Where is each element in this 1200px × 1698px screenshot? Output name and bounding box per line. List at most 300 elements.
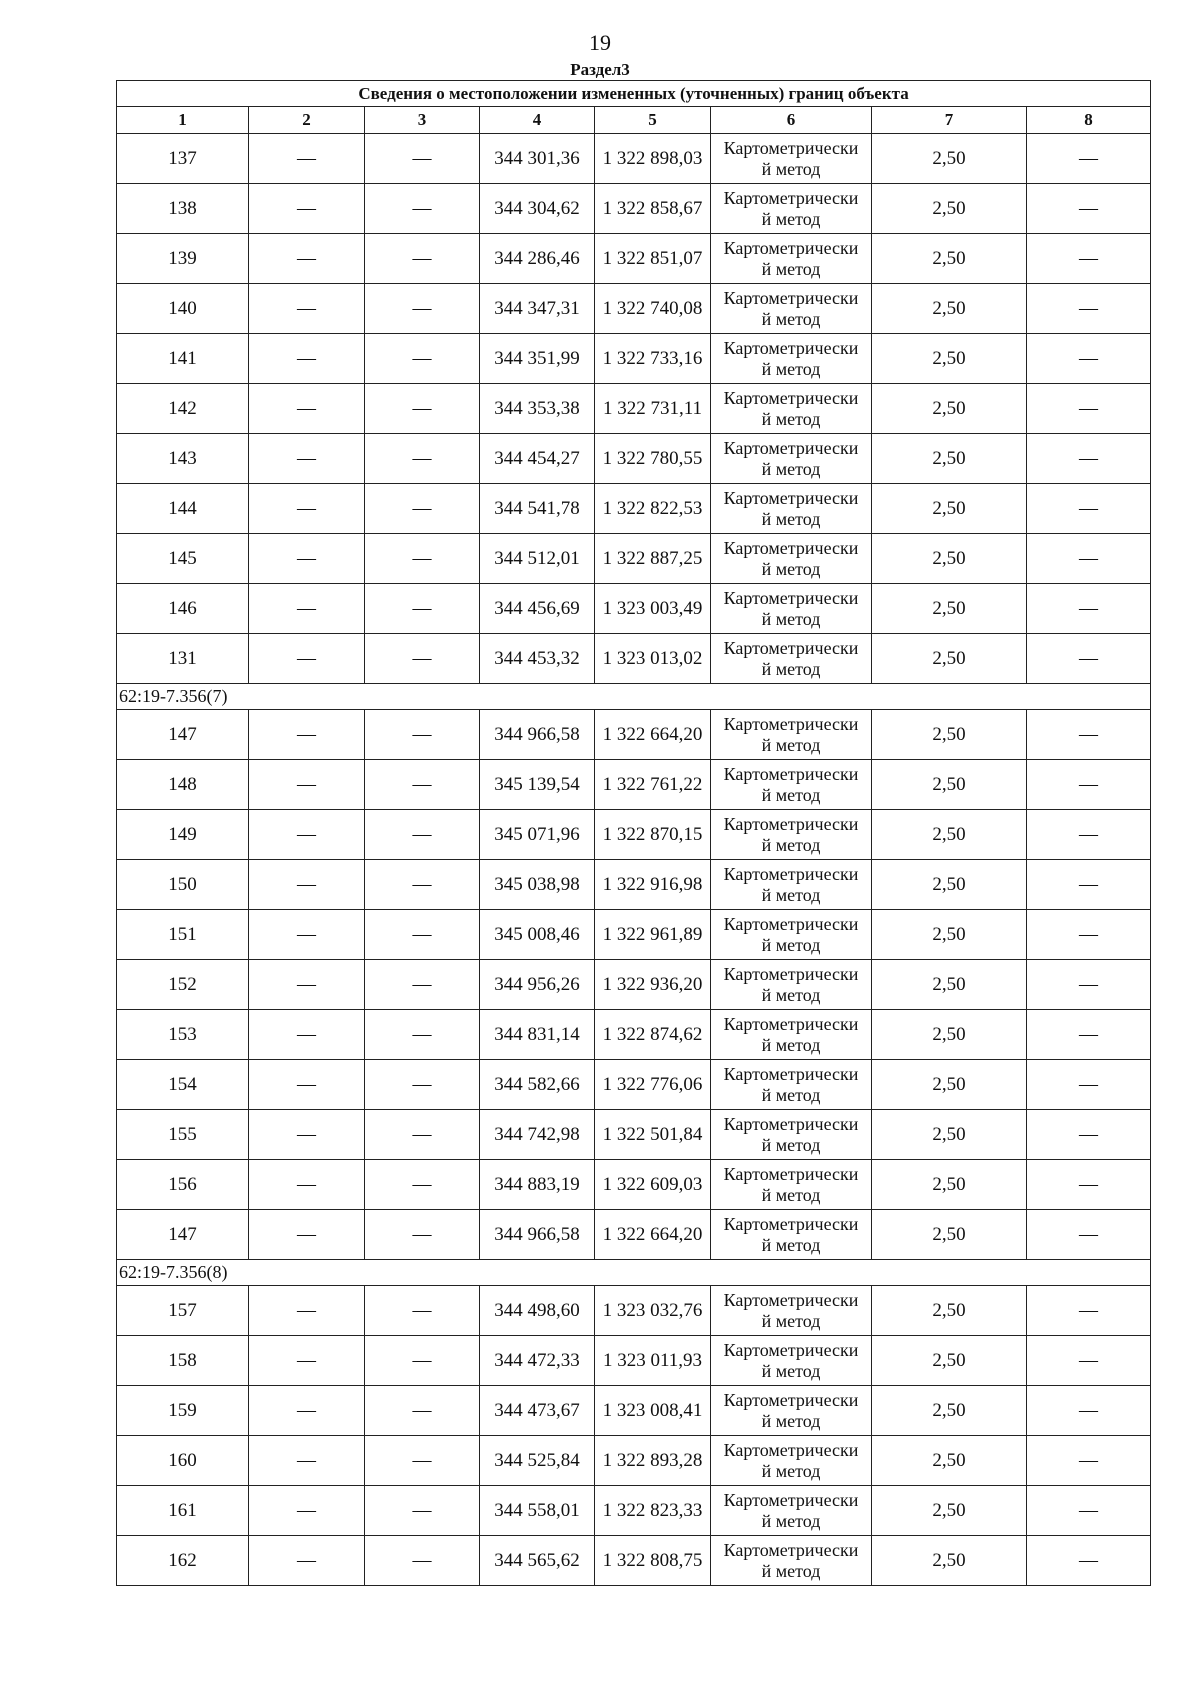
method-line-1: Картометрически bbox=[723, 1063, 859, 1084]
table-row bbox=[117, 1486, 1151, 1536]
precision-cell: 2,50 bbox=[872, 1210, 1027, 1260]
y-coordinate-cell: 1 322 776,06 bbox=[595, 1060, 711, 1110]
column-2-cell: — bbox=[249, 634, 365, 684]
column-2-cell: — bbox=[249, 910, 365, 960]
column-3-cell: — bbox=[365, 710, 480, 760]
x-coordinate-cell: 344 286,46 bbox=[480, 234, 595, 284]
method-cell bbox=[711, 1336, 872, 1386]
table-row bbox=[117, 1060, 1151, 1110]
method-line-2: й метод bbox=[761, 734, 821, 755]
y-coordinate-cell: 1 322 898,03 bbox=[595, 134, 711, 184]
method-line-1: Картометрически bbox=[723, 187, 859, 208]
column-8-cell: — bbox=[1027, 810, 1151, 860]
table-row bbox=[117, 584, 1151, 634]
precision-cell: 2,50 bbox=[872, 284, 1027, 334]
column-8-cell: — bbox=[1027, 584, 1151, 634]
precision-cell: 2,50 bbox=[872, 484, 1027, 534]
x-coordinate-cell: 345 071,96 bbox=[480, 810, 595, 860]
table-body bbox=[117, 134, 1151, 1586]
column-3-cell: — bbox=[365, 910, 480, 960]
method-line-2: й метод bbox=[761, 1460, 821, 1481]
method-line-1: Картометрически bbox=[723, 1163, 859, 1184]
column-2-cell: — bbox=[249, 960, 365, 1010]
method-cell bbox=[711, 134, 872, 184]
method-line-1: Картометрически bbox=[723, 1439, 859, 1460]
y-coordinate-cell: 1 322 664,20 bbox=[595, 1210, 711, 1260]
table-row bbox=[117, 910, 1151, 960]
precision-cell: 2,50 bbox=[872, 334, 1027, 384]
precision-cell: 2,50 bbox=[872, 384, 1027, 434]
table-row bbox=[117, 534, 1151, 584]
method-cell bbox=[711, 1386, 872, 1436]
column-8-cell: — bbox=[1027, 1110, 1151, 1160]
precision-cell: 2,50 bbox=[872, 1010, 1027, 1060]
column-2-cell: — bbox=[249, 760, 365, 810]
method-line-2: й метод bbox=[761, 258, 821, 279]
column-header-row bbox=[117, 107, 1151, 134]
column-2-cell: — bbox=[249, 1110, 365, 1160]
y-coordinate-cell: 1 323 011,93 bbox=[595, 1336, 711, 1386]
method-cell bbox=[711, 184, 872, 234]
method-line-2: й метод bbox=[761, 208, 821, 229]
column-3-cell: — bbox=[365, 484, 480, 534]
method-cell bbox=[711, 634, 872, 684]
y-coordinate-cell: 1 323 013,02 bbox=[595, 634, 711, 684]
method-line-2: й метод bbox=[761, 884, 821, 905]
point-number-cell: 143 bbox=[117, 434, 249, 484]
point-number-cell: 140 bbox=[117, 284, 249, 334]
precision-cell: 2,50 bbox=[872, 184, 1027, 234]
table-row bbox=[117, 234, 1151, 284]
column-2-cell: — bbox=[249, 1336, 365, 1386]
precision-cell: 2,50 bbox=[872, 1486, 1027, 1536]
method-line-2: й метод bbox=[761, 1134, 821, 1155]
column-2-cell: — bbox=[249, 1160, 365, 1210]
method-line-1: Картометрически bbox=[723, 637, 859, 658]
table-row bbox=[117, 1536, 1151, 1586]
column-8-cell: — bbox=[1027, 860, 1151, 910]
method-line-1: Картометрически bbox=[723, 763, 859, 784]
section-title: Раздел3 bbox=[570, 60, 630, 79]
column-header: 6 bbox=[711, 107, 872, 134]
group-label: 62:19-7.356(7) bbox=[117, 684, 1151, 710]
point-number-cell: 148 bbox=[117, 760, 249, 810]
precision-cell: 2,50 bbox=[872, 1110, 1027, 1160]
table-row bbox=[117, 434, 1151, 484]
point-number-cell: 150 bbox=[117, 860, 249, 910]
column-3-cell: — bbox=[365, 1336, 480, 1386]
column-2-cell: — bbox=[249, 584, 365, 634]
column-8-cell: — bbox=[1027, 234, 1151, 284]
precision-cell: 2,50 bbox=[872, 1286, 1027, 1336]
column-8-cell: — bbox=[1027, 1436, 1151, 1486]
column-2-cell: — bbox=[249, 1286, 365, 1336]
column-3-cell: — bbox=[365, 134, 480, 184]
table-row bbox=[117, 1436, 1151, 1486]
x-coordinate-cell: 344 525,84 bbox=[480, 1436, 595, 1486]
method-line-1: Картометрически bbox=[723, 337, 859, 358]
x-coordinate-cell: 344 582,66 bbox=[480, 1060, 595, 1110]
column-8-cell: — bbox=[1027, 384, 1151, 434]
method-line-1: Картометрически bbox=[723, 1013, 859, 1034]
column-header: 1 bbox=[117, 107, 249, 134]
x-coordinate-cell: 344 558,01 bbox=[480, 1486, 595, 1536]
point-number-cell: 158 bbox=[117, 1336, 249, 1386]
method-cell bbox=[711, 1486, 872, 1536]
point-number-cell: 159 bbox=[117, 1386, 249, 1436]
y-coordinate-cell: 1 322 858,67 bbox=[595, 184, 711, 234]
y-coordinate-cell: 1 322 961,89 bbox=[595, 910, 711, 960]
y-coordinate-cell: 1 322 874,62 bbox=[595, 1010, 711, 1060]
method-cell bbox=[711, 960, 872, 1010]
column-3-cell: — bbox=[365, 234, 480, 284]
table-row bbox=[117, 1336, 1151, 1386]
column-3-cell: — bbox=[365, 1210, 480, 1260]
point-number-cell: 138 bbox=[117, 184, 249, 234]
table-row bbox=[117, 334, 1151, 384]
precision-cell: 2,50 bbox=[872, 1386, 1027, 1436]
point-number-cell: 144 bbox=[117, 484, 249, 534]
point-number-cell: 131 bbox=[117, 634, 249, 684]
column-8-cell: — bbox=[1027, 334, 1151, 384]
y-coordinate-cell: 1 322 501,84 bbox=[595, 1110, 711, 1160]
column-8-cell: — bbox=[1027, 1286, 1151, 1336]
method-line-1: Картометрически bbox=[723, 287, 859, 308]
method-cell bbox=[711, 334, 872, 384]
page-number: 19 bbox=[589, 30, 611, 55]
precision-cell: 2,50 bbox=[872, 234, 1027, 284]
method-cell bbox=[711, 1536, 872, 1586]
method-line-2: й метод bbox=[761, 1184, 821, 1205]
method-line-2: й метод bbox=[761, 1034, 821, 1055]
column-8-cell: — bbox=[1027, 960, 1151, 1010]
method-line-1: Картометрически bbox=[723, 537, 859, 558]
point-number-cell: 149 bbox=[117, 810, 249, 860]
method-line-1: Картометрически bbox=[723, 813, 859, 834]
column-header: 7 bbox=[872, 107, 1027, 134]
column-3-cell: — bbox=[365, 1286, 480, 1336]
column-3-cell: — bbox=[365, 284, 480, 334]
method-line-2: й метод bbox=[761, 784, 821, 805]
method-cell bbox=[711, 1060, 872, 1110]
precision-cell: 2,50 bbox=[872, 434, 1027, 484]
method-line-2: й метод bbox=[761, 458, 821, 479]
method-cell bbox=[711, 1010, 872, 1060]
x-coordinate-cell: 345 139,54 bbox=[480, 760, 595, 810]
method-line-1: Картометрически bbox=[723, 1539, 859, 1560]
precision-cell: 2,50 bbox=[872, 1536, 1027, 1586]
column-3-cell: — bbox=[365, 534, 480, 584]
method-line-1: Картометрически bbox=[723, 913, 859, 934]
point-number-cell: 156 bbox=[117, 1160, 249, 1210]
method-cell bbox=[711, 1210, 872, 1260]
column-3-cell: — bbox=[365, 384, 480, 434]
precision-cell: 2,50 bbox=[872, 134, 1027, 184]
method-cell bbox=[711, 484, 872, 534]
x-coordinate-cell: 344 512,01 bbox=[480, 534, 595, 584]
method-line-2: й метод bbox=[761, 834, 821, 855]
method-line-1: Картометрически bbox=[723, 437, 859, 458]
column-2-cell: — bbox=[249, 434, 365, 484]
method-line-2: й метод bbox=[761, 308, 821, 329]
x-coordinate-cell: 344 742,98 bbox=[480, 1110, 595, 1160]
method-cell bbox=[711, 284, 872, 334]
table-row bbox=[117, 710, 1151, 760]
column-2-cell: — bbox=[249, 234, 365, 284]
method-cell bbox=[711, 234, 872, 284]
precision-cell: 2,50 bbox=[872, 860, 1027, 910]
y-coordinate-cell: 1 322 664,20 bbox=[595, 710, 711, 760]
y-coordinate-cell: 1 322 887,25 bbox=[595, 534, 711, 584]
column-3-cell: — bbox=[365, 1386, 480, 1436]
column-2-cell: — bbox=[249, 1210, 365, 1260]
x-coordinate-cell: 344 966,58 bbox=[480, 1210, 595, 1260]
column-3-cell: — bbox=[365, 434, 480, 484]
column-2-cell: — bbox=[249, 810, 365, 860]
point-number-cell: 147 bbox=[117, 1210, 249, 1260]
point-number-cell: 153 bbox=[117, 1010, 249, 1060]
column-2-cell: — bbox=[249, 1486, 365, 1536]
point-number-cell: 139 bbox=[117, 234, 249, 284]
column-2-cell: — bbox=[249, 484, 365, 534]
column-3-cell: — bbox=[365, 1160, 480, 1210]
point-number-cell: 160 bbox=[117, 1436, 249, 1486]
point-number-cell: 161 bbox=[117, 1486, 249, 1536]
method-line-2: й метод bbox=[761, 1234, 821, 1255]
y-coordinate-cell: 1 322 823,33 bbox=[595, 1486, 711, 1536]
method-line-2: й метод bbox=[761, 1360, 821, 1381]
precision-cell: 2,50 bbox=[872, 910, 1027, 960]
method-cell bbox=[711, 1436, 872, 1486]
column-8-cell: — bbox=[1027, 710, 1151, 760]
column-8-cell: — bbox=[1027, 1336, 1151, 1386]
method-line-1: Картометрически bbox=[723, 1389, 859, 1410]
table-row bbox=[117, 810, 1151, 860]
x-coordinate-cell: 344 966,58 bbox=[480, 710, 595, 760]
column-header: 4 bbox=[480, 107, 595, 134]
column-2-cell: — bbox=[249, 334, 365, 384]
method-line-1: Картометрически bbox=[723, 587, 859, 608]
table-row bbox=[117, 484, 1151, 534]
method-line-1: Картометрически bbox=[723, 1489, 859, 1510]
method-line-1: Картометрически bbox=[723, 1289, 859, 1310]
method-cell bbox=[711, 910, 872, 960]
table-row bbox=[117, 1210, 1151, 1260]
column-2-cell: — bbox=[249, 710, 365, 760]
x-coordinate-cell: 344 347,31 bbox=[480, 284, 595, 334]
method-cell bbox=[711, 384, 872, 434]
precision-cell: 2,50 bbox=[872, 584, 1027, 634]
column-3-cell: — bbox=[365, 1536, 480, 1586]
method-line-2: й метод bbox=[761, 358, 821, 379]
column-2-cell: — bbox=[249, 284, 365, 334]
column-header: 8 bbox=[1027, 107, 1151, 134]
table-row bbox=[117, 284, 1151, 334]
table-row bbox=[117, 1010, 1151, 1060]
column-8-cell: — bbox=[1027, 760, 1151, 810]
x-coordinate-cell: 344 541,78 bbox=[480, 484, 595, 534]
y-coordinate-cell: 1 322 916,98 bbox=[595, 860, 711, 910]
column-3-cell: — bbox=[365, 1010, 480, 1060]
point-number-cell: 145 bbox=[117, 534, 249, 584]
y-coordinate-cell: 1 322 780,55 bbox=[595, 434, 711, 484]
column-2-cell: — bbox=[249, 134, 365, 184]
x-coordinate-cell: 344 473,67 bbox=[480, 1386, 595, 1436]
method-line-2: й метод bbox=[761, 558, 821, 579]
method-cell bbox=[711, 534, 872, 584]
column-8-cell: — bbox=[1027, 910, 1151, 960]
x-coordinate-cell: 344 956,26 bbox=[480, 960, 595, 1010]
table-row bbox=[117, 184, 1151, 234]
column-3-cell: — bbox=[365, 760, 480, 810]
precision-cell: 2,50 bbox=[872, 634, 1027, 684]
x-coordinate-cell: 344 498,60 bbox=[480, 1286, 595, 1336]
y-coordinate-cell: 1 322 851,07 bbox=[595, 234, 711, 284]
point-number-cell: 151 bbox=[117, 910, 249, 960]
column-8-cell: — bbox=[1027, 284, 1151, 334]
method-line-1: Картометрически bbox=[723, 387, 859, 408]
x-coordinate-cell: 344 883,19 bbox=[480, 1160, 595, 1210]
column-header: 5 bbox=[595, 107, 711, 134]
method-line-2: й метод bbox=[761, 508, 821, 529]
method-line-1: Картометрически bbox=[723, 1213, 859, 1234]
precision-cell: 2,50 bbox=[872, 1436, 1027, 1486]
table-row bbox=[117, 860, 1151, 910]
y-coordinate-cell: 1 323 003,49 bbox=[595, 584, 711, 634]
x-coordinate-cell: 345 008,46 bbox=[480, 910, 595, 960]
column-8-cell: — bbox=[1027, 434, 1151, 484]
x-coordinate-cell: 344 304,62 bbox=[480, 184, 595, 234]
column-2-cell: — bbox=[249, 1436, 365, 1486]
method-line-2: й метод bbox=[761, 408, 821, 429]
method-cell bbox=[711, 1110, 872, 1160]
x-coordinate-cell: 344 831,14 bbox=[480, 1010, 595, 1060]
column-2-cell: — bbox=[249, 534, 365, 584]
column-8-cell: — bbox=[1027, 634, 1151, 684]
method-cell bbox=[711, 1286, 872, 1336]
point-number-cell: 157 bbox=[117, 1286, 249, 1336]
y-coordinate-cell: 1 322 936,20 bbox=[595, 960, 711, 1010]
precision-cell: 2,50 bbox=[872, 810, 1027, 860]
method-line-1: Картометрически bbox=[723, 137, 859, 158]
column-8-cell: — bbox=[1027, 1536, 1151, 1586]
group-label: 62:19-7.356(8) bbox=[117, 1260, 1151, 1286]
column-8-cell: — bbox=[1027, 1060, 1151, 1110]
group-row bbox=[117, 1260, 1151, 1286]
y-coordinate-cell: 1 322 731,11 bbox=[595, 384, 711, 434]
point-number-cell: 147 bbox=[117, 710, 249, 760]
method-line-2: й метод bbox=[761, 658, 821, 679]
column-3-cell: — bbox=[365, 1486, 480, 1536]
column-8-cell: — bbox=[1027, 534, 1151, 584]
x-coordinate-cell: 344 456,69 bbox=[480, 584, 595, 634]
column-header: 3 bbox=[365, 107, 480, 134]
x-coordinate-cell: 344 353,38 bbox=[480, 384, 595, 434]
method-line-1: Картометрически bbox=[723, 963, 859, 984]
table-caption: Сведения о местоположении измененных (уточненных) границ объекта bbox=[117, 81, 1151, 107]
column-3-cell: — bbox=[365, 960, 480, 1010]
x-coordinate-cell: 344 453,32 bbox=[480, 634, 595, 684]
table-row bbox=[117, 384, 1151, 434]
method-cell bbox=[711, 860, 872, 910]
point-number-cell: 137 bbox=[117, 134, 249, 184]
y-coordinate-cell: 1 322 609,03 bbox=[595, 1160, 711, 1210]
precision-cell: 2,50 bbox=[872, 1336, 1027, 1386]
column-3-cell: — bbox=[365, 1060, 480, 1110]
column-3-cell: — bbox=[365, 334, 480, 384]
x-coordinate-cell: 344 472,33 bbox=[480, 1336, 595, 1386]
method-line-2: й метод bbox=[761, 1410, 821, 1431]
y-coordinate-cell: 1 322 761,22 bbox=[595, 760, 711, 810]
column-8-cell: — bbox=[1027, 184, 1151, 234]
column-3-cell: — bbox=[365, 810, 480, 860]
x-coordinate-cell: 344 301,36 bbox=[480, 134, 595, 184]
column-3-cell: — bbox=[365, 584, 480, 634]
table-row bbox=[117, 1286, 1151, 1336]
precision-cell: 2,50 bbox=[872, 710, 1027, 760]
x-coordinate-cell: 344 351,99 bbox=[480, 334, 595, 384]
column-3-cell: — bbox=[365, 860, 480, 910]
column-8-cell: — bbox=[1027, 484, 1151, 534]
table-row bbox=[117, 960, 1151, 1010]
column-2-cell: — bbox=[249, 1536, 365, 1586]
point-number-cell: 162 bbox=[117, 1536, 249, 1586]
column-8-cell: — bbox=[1027, 1010, 1151, 1060]
y-coordinate-cell: 1 323 008,41 bbox=[595, 1386, 711, 1436]
y-coordinate-cell: 1 322 733,16 bbox=[595, 334, 711, 384]
method-line-1: Картометрически bbox=[723, 863, 859, 884]
method-line-2: й метод bbox=[761, 608, 821, 629]
column-2-cell: — bbox=[249, 1060, 365, 1110]
y-coordinate-cell: 1 322 870,15 bbox=[595, 810, 711, 860]
method-cell bbox=[711, 710, 872, 760]
table-row bbox=[117, 1160, 1151, 1210]
column-2-cell: — bbox=[249, 860, 365, 910]
column-2-cell: — bbox=[249, 1010, 365, 1060]
point-number-cell: 142 bbox=[117, 384, 249, 434]
column-8-cell: — bbox=[1027, 134, 1151, 184]
point-number-cell: 141 bbox=[117, 334, 249, 384]
y-coordinate-cell: 1 322 893,28 bbox=[595, 1436, 711, 1486]
point-number-cell: 155 bbox=[117, 1110, 249, 1160]
method-cell bbox=[711, 584, 872, 634]
method-line-2: й метод bbox=[761, 934, 821, 955]
column-2-cell: — bbox=[249, 184, 365, 234]
column-8-cell: — bbox=[1027, 1386, 1151, 1436]
precision-cell: 2,50 bbox=[872, 760, 1027, 810]
method-line-1: Картометрически bbox=[723, 237, 859, 258]
boundary-coordinates-table bbox=[116, 80, 1151, 1586]
method-line-2: й метод bbox=[761, 1310, 821, 1331]
table-row bbox=[117, 760, 1151, 810]
table-row bbox=[117, 1110, 1151, 1160]
x-coordinate-cell: 344 565,62 bbox=[480, 1536, 595, 1586]
column-2-cell: — bbox=[249, 384, 365, 434]
method-line-1: Картометрически bbox=[723, 1113, 859, 1134]
method-line-2: й метод bbox=[761, 1084, 821, 1105]
point-number-cell: 146 bbox=[117, 584, 249, 634]
method-cell bbox=[711, 1160, 872, 1210]
method-line-2: й метод bbox=[761, 158, 821, 179]
column-2-cell: — bbox=[249, 1386, 365, 1436]
y-coordinate-cell: 1 322 740,08 bbox=[595, 284, 711, 334]
column-3-cell: — bbox=[365, 634, 480, 684]
column-header: 2 bbox=[249, 107, 365, 134]
point-number-cell: 154 bbox=[117, 1060, 249, 1110]
x-coordinate-cell: 345 038,98 bbox=[480, 860, 595, 910]
group-row bbox=[117, 684, 1151, 710]
method-line-1: Картометрически bbox=[723, 487, 859, 508]
